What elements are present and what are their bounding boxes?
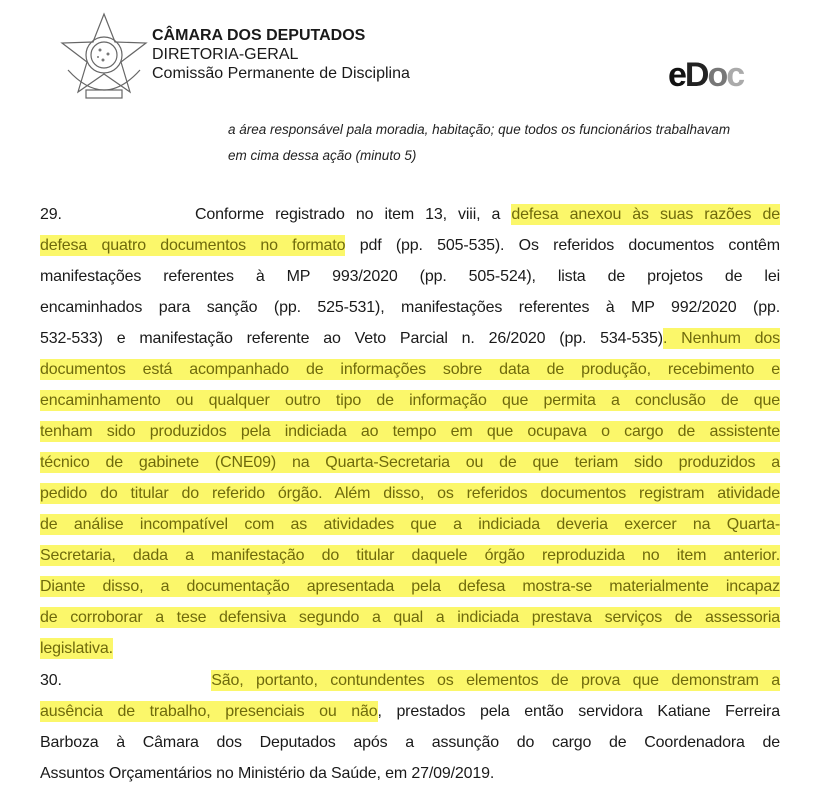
highlighted-text: Diante disso, a documentação apresentada pela defesa mostra-se materialmente incapaz: [40, 578, 780, 595]
highlighted-text: . Nenhum dos: [662, 330, 780, 347]
text-line: [40, 421, 780, 443]
text-line: [40, 607, 780, 629]
text-line: [40, 297, 780, 319]
highlighted-text: São, portanto, contundentes os elementos de prova que demonstram a: [211, 672, 780, 689]
coat-of-arms-seal: [58, 10, 150, 105]
text-line: [40, 514, 780, 536]
highlighted-text: Secretaria, dada a manifestação do titular daquele órgão reproduzida no item anterior.: [40, 547, 780, 564]
text-segment: manifestações referentes à MP 993/2020 (pp. 505-524), lista de projetos de lei: [40, 268, 780, 285]
text-line: [40, 204, 780, 226]
institution-name: CÂMARA DOS DEPUTADOS: [152, 27, 366, 44]
highlighted-text: tenham sido produzidos pela indiciada ao tempo em que ocupava o cargo de assistente: [40, 423, 780, 440]
highlighted-text: pedido do titular do referido órgão. Além disso, os referidos documentos registram atividade: [40, 485, 780, 502]
text-segment: Assuntos Orçamentários no Ministério da Saúde, em 27/09/2019.: [40, 765, 495, 782]
text-line: [40, 359, 780, 381]
text-segment: encaminhados para sanção (pp. 525-531), manifestações referentes à MP 992/2020 (pp.: [40, 299, 780, 316]
directorate-name: DIRETORIA-GERAL: [152, 46, 299, 63]
commission-name: Comissão Permanente de Disciplina: [152, 65, 410, 82]
highlighted-text: ausência de trabalho, presenciais ou não: [40, 703, 378, 720]
text-line: [40, 328, 780, 350]
highlighted-text: encaminhamento ou qualquer outro tipo de informação que permita a conclusão de que: [40, 392, 780, 409]
highlighted-text: documentos está acompanhado de informações sobre data de produção, recebimento e: [40, 361, 780, 378]
text-line: [40, 670, 780, 692]
highlighted-text: defesa anexou às suas razões de: [511, 206, 780, 223]
text-line: [40, 638, 780, 660]
text-segment: 30.: [40, 672, 212, 689]
text-line: [40, 266, 780, 288]
text-line: [40, 732, 780, 754]
edoc-logo: eDoc: [668, 56, 744, 94]
text-line: [40, 576, 780, 598]
text-line: [40, 452, 780, 474]
highlighted-text: técnico de gabinete (CNE09) na Quarta-Secretaria ou de que teriam sido produzidos a: [40, 454, 780, 471]
text-segment: Barboza à Câmara dos Deputados após a assunção do cargo de Coordenadora de: [40, 734, 780, 751]
highlighted-text: defesa quatro documentos no formato: [40, 237, 346, 254]
highlighted-text: legislativa.: [40, 640, 113, 657]
quote-line: a área responsável pala moradia, habitação; que todos os funcionários trabalhavam: [228, 122, 731, 137]
text-line: [40, 545, 780, 567]
quote-line: em cima dessa ação (minuto 5): [228, 148, 417, 163]
highlighted-text: de análise incompatível com as atividades que a indiciada deveria exercer na Quarta-: [40, 516, 780, 533]
text-segment: 29. Conforme registrado no item 13, viii, a: [40, 206, 512, 223]
text-line: [40, 763, 780, 785]
text-segment: pdf (pp. 505-535). Os referidos documentos contêm: [345, 237, 780, 254]
text-line: [40, 483, 780, 505]
text-line: [40, 701, 780, 723]
highlighted-text: de corroborar a tese defensiva segundo a qual a indiciada prestava serviços de assessoria: [40, 609, 780, 626]
text-line: [40, 390, 780, 412]
text-segment: 532-533) e manifestação referente ao Veto Parcial n. 26/2020 (pp. 534-535): [40, 330, 663, 347]
text-line: [40, 235, 780, 257]
text-segment: , prestados pela então servidora Katiane Ferreira: [377, 703, 780, 720]
